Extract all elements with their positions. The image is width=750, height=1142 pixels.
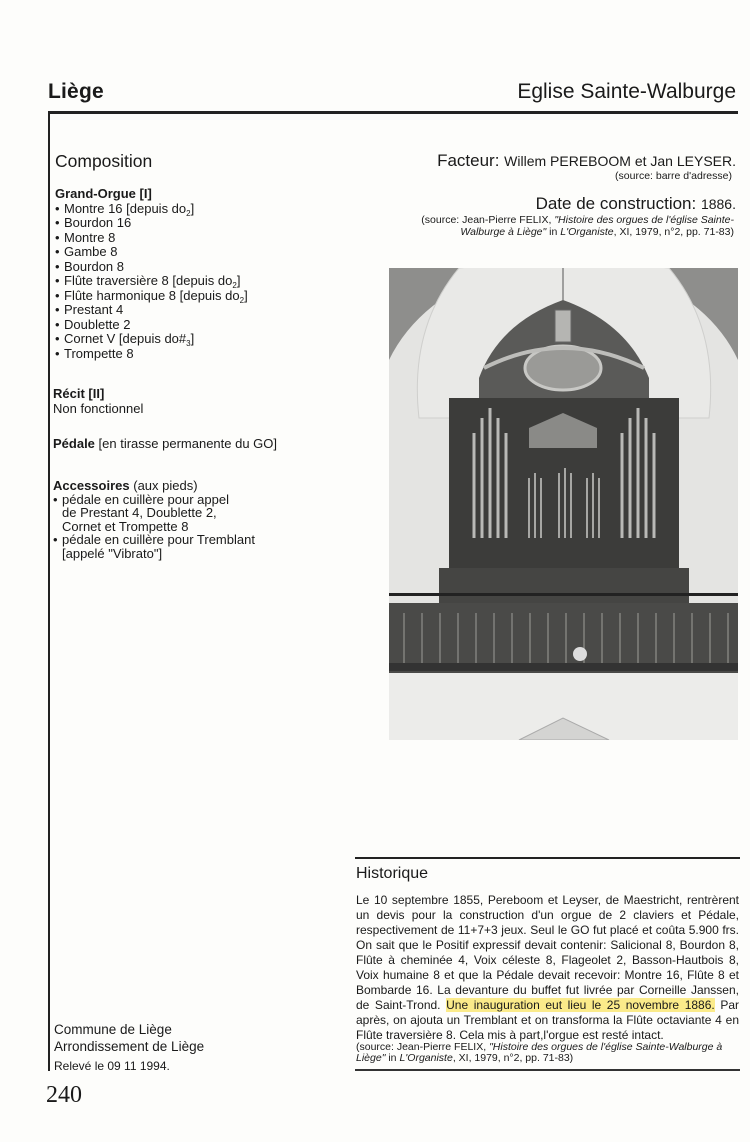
stop-name: Bourdon 8 xyxy=(64,258,124,274)
bullet-icon: • xyxy=(53,532,58,547)
stop-octave-subscript: 2 xyxy=(239,295,245,305)
stop-name: Flûte harmonique 8 [depuis do xyxy=(64,287,240,303)
releve-date: Relevé le 09 11 1994. xyxy=(54,1059,170,1073)
commune-block xyxy=(54,1021,204,1055)
bullet-icon: • xyxy=(55,331,60,346)
accessoire-item xyxy=(53,493,255,534)
organ-photo-illustration xyxy=(389,268,738,740)
bullet-icon: • xyxy=(55,316,60,332)
stop-item xyxy=(55,260,248,275)
stop-bracket: ] xyxy=(236,273,241,288)
grand-orgue-heading: Grand-Orgue [I] xyxy=(55,186,152,201)
date-source-in: in xyxy=(546,226,561,238)
accessoire-line: Cornet et Trompette 8 xyxy=(62,518,189,534)
stop-name: Montre 16 [depuis do xyxy=(64,200,187,216)
stop-name: Bourdon 16 xyxy=(64,215,132,230)
stop-name: Prestant 4 xyxy=(64,302,124,317)
stop-name: Cornet V [depuis do# xyxy=(64,331,187,346)
bullet-icon: • xyxy=(55,302,60,317)
recit-section xyxy=(53,386,143,416)
stop-bracket: ] xyxy=(190,331,195,346)
date-value: 1886. xyxy=(700,196,736,212)
left-margin-rule xyxy=(48,111,50,1071)
stop-item xyxy=(55,202,248,217)
facteur-source: (source: barre d'adresse) xyxy=(615,170,732,182)
arrondissement-text: Arrondissement de Liège xyxy=(54,1039,205,1054)
bullet-icon: • xyxy=(55,287,60,303)
stop-bracket: ] xyxy=(190,200,195,216)
stop-name: Trompette 8 xyxy=(64,345,134,361)
stop-item xyxy=(55,274,248,289)
stop-item xyxy=(55,289,248,304)
stop-name: Gambe 8 xyxy=(64,244,118,259)
stop-bracket: ] xyxy=(244,287,248,303)
date-source-ref: , XI, 1979, n°2, pp. 71-83) xyxy=(613,226,734,238)
composition-title: Composition xyxy=(55,151,153,171)
stop-item xyxy=(55,332,248,347)
grand-orgue-section xyxy=(55,187,248,361)
bullet-icon: • xyxy=(55,200,60,216)
page-header-city: Liège xyxy=(48,80,104,103)
date-source-title-part1: "Histoire des orgues de l'église Sainte- xyxy=(554,214,734,226)
date-source-author: (source: Jean-Pierre FELIX, xyxy=(421,214,555,226)
accessoire-line: pédale en cuillère pour Tremblant xyxy=(62,532,255,547)
historique-source-title: "Histoire des orgues de l'église Sainte-Walburge à Liège" xyxy=(356,1041,723,1064)
bullet-icon: • xyxy=(55,215,60,230)
historique-source xyxy=(356,1042,741,1064)
page-number: 240 xyxy=(46,1082,82,1108)
historique-top-rule xyxy=(355,857,740,859)
facteur-line xyxy=(437,151,736,171)
bullet-icon: • xyxy=(55,229,60,245)
accessoires-list xyxy=(53,493,255,561)
bullet-icon: • xyxy=(55,244,60,259)
stop-name: Montre 8 xyxy=(64,229,116,245)
date-construction-line xyxy=(536,194,736,214)
historique-text xyxy=(356,893,739,1043)
historique-source-ref: , XI, 1979, n°2, pp. 71-83) xyxy=(452,1052,574,1064)
accessoires-note: (aux pieds) xyxy=(129,478,198,493)
stop-item xyxy=(55,303,248,318)
header-rule xyxy=(48,111,738,114)
historique-highlight: Une inauguration eut lieu le 25 novembre 1886. xyxy=(446,998,715,1012)
facteur-label: Facteur: xyxy=(437,151,505,170)
grand-orgue-stop-list xyxy=(55,202,248,362)
organ-photo xyxy=(389,268,738,740)
stop-item xyxy=(55,216,248,231)
accessoire-item xyxy=(53,533,255,560)
stop-item xyxy=(55,318,248,333)
recit-text: Non fonctionnel xyxy=(53,401,144,416)
historique-source-journal: L'Organiste xyxy=(399,1052,453,1064)
facteur-value: Willem PEREBOOM et Jan LEYSER. xyxy=(504,153,736,169)
date-source xyxy=(421,214,734,238)
bullet-icon: • xyxy=(53,491,58,507)
stop-item xyxy=(55,231,248,246)
stop-name: Flûte traversière 8 [depuis do xyxy=(64,273,233,288)
recit-heading: Récit [II] xyxy=(53,386,105,401)
commune-text: Commune de Liège xyxy=(54,1022,172,1037)
historique-source-author: (source: Jean-Pierre FELIX, xyxy=(356,1041,490,1053)
historique-bottom-rule xyxy=(355,1069,740,1071)
stop-item xyxy=(55,347,248,362)
date-source-journal: L'Organiste xyxy=(560,226,614,238)
pedale-heading: Pédale xyxy=(53,436,95,451)
page-header-church: Eglise Sainte-Walburge xyxy=(517,80,736,103)
historique-text-after: Par après, on ajouta un Tremblant et on transforma la Flûte octaviante 4 en Flûte traversière 8. Cela mis à part,l'orgue est resté intact. xyxy=(356,998,739,1042)
accessoires-section xyxy=(53,479,255,560)
pedale-section xyxy=(53,436,277,451)
pedale-text: [en tirasse permanente du GO] xyxy=(94,436,278,451)
stop-name: Doublette 2 xyxy=(64,316,131,332)
date-label: Date de construction: xyxy=(535,194,701,213)
bullet-icon: • xyxy=(55,345,60,361)
historique-title: Historique xyxy=(356,865,429,882)
stop-octave-subscript: 2 xyxy=(232,281,237,290)
accessoire-line: pédale en cuillère pour appel xyxy=(62,491,229,507)
bullet-icon: • xyxy=(55,273,60,288)
historique-text-before: Le 10 septembre 1855, Pereboom et Leyser, de Maestricht, rentrèrent un devis pour la construction d'un orgue de 2 claviers et Pédale, respectivement de 11+7+3 jeux. Seul le GO fut placé et coûta 5.900 frs. On sait que le Positif expressif devait contenir: Salicional 8, Bourdon 8, Flûte à cheminée 4, Voix céleste 8, Flageolet 2, Basson-Hautbois 8, Voix humaine 8 et que la Pédale devait recevoir: Montre 16, Flûte 8 et Bombarde 16. La devanture du buffet fut livrée par Corneille Janssen, de Saint-Trond. xyxy=(356,893,739,1012)
historique-source-in: in xyxy=(385,1052,400,1064)
stop-octave-subscript: 3 xyxy=(186,339,191,348)
bullet-icon: • xyxy=(55,258,60,274)
date-source-title-part2: Walburge à Liège" xyxy=(460,226,547,238)
stop-octave-subscript: 2 xyxy=(186,208,191,218)
accessoires-heading: Accessoires xyxy=(53,478,130,493)
accessoire-line: de Prestant 4, Doublette 2, xyxy=(62,505,217,520)
stop-item xyxy=(55,245,248,260)
accessoire-line: [appelé "Vibrato"] xyxy=(62,545,163,561)
